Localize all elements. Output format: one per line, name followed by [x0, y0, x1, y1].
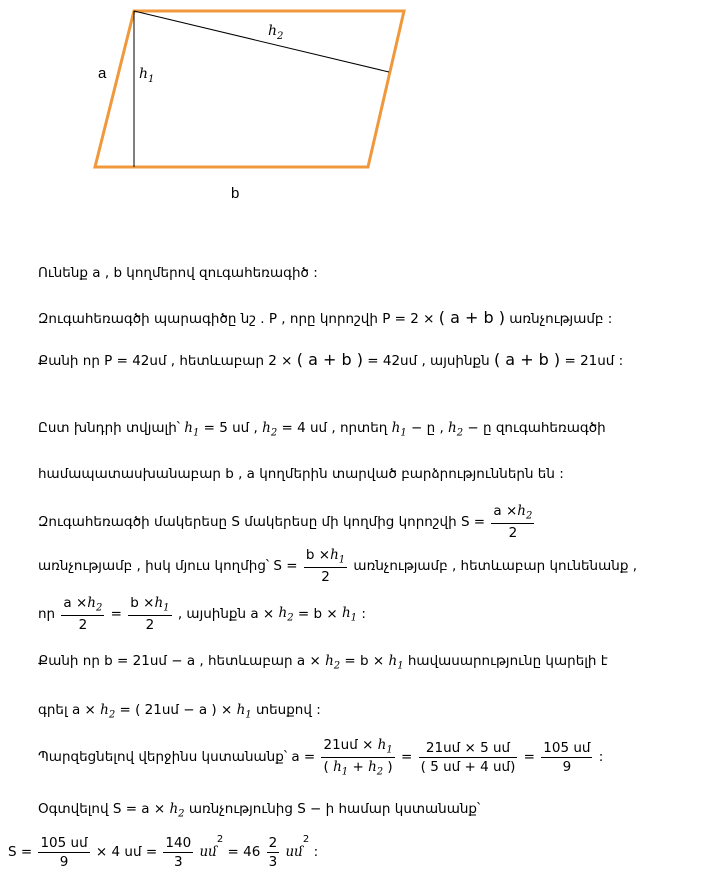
- text-line-4: [38, 420, 606, 439]
- fraction-a-h2-over-2: $\frac{a \times h_2}{2}$: [63, 595, 103, 633]
- line-3-part-a: Քանի որ P = 42սմ , հետևաբար 2 ×: [38, 353, 297, 369]
- text-line-1: [38, 265, 318, 281]
- line-10-part-a: գրել a ×: [38, 702, 101, 718]
- fraction-a-numeric: $\frac{\text{21սմ × 5 սմ}}{\text{( 5 սմ + 4 սմ)}}$: [420, 739, 516, 775]
- line-4-part-b: = 5 սմ ,: [199, 420, 263, 436]
- parallelogram-shape: [95, 11, 404, 167]
- line-12-part-a: Օգտվելով S = a ×: [38, 801, 170, 817]
- line-11-part-b: =: [396, 749, 417, 766]
- h1-symbol: $h_1$: [184, 420, 200, 439]
- line-8-part-d: = b ×: [293, 605, 342, 622]
- line-2-paren: ( a + b ): [438, 308, 505, 327]
- line-8-part-b: =: [106, 605, 127, 622]
- line-4-part-a: Ըստ խնդրի տվյալի՝: [38, 420, 185, 436]
- line-6-part-a: Զուգահեռագծի մակերեսը S մակերեսը մի կողմից կորոշվի S =: [38, 513, 490, 530]
- line-9-part-a: Քանի որ b = 21սմ − a , հետևաբար a ×: [38, 653, 326, 669]
- line-2-part-c: առնչությամբ :: [504, 311, 613, 327]
- line-11-part-a: Պարզեցնելով վերջինս կստանանք՝ a =: [38, 749, 320, 766]
- fraction-b-h1-over-2: $\frac{b \times h_1}{2}$: [130, 595, 170, 633]
- line-3-paren-1: ( a + b ): [296, 350, 363, 369]
- line-13-part-d: = 46: [223, 844, 265, 860]
- line-9-part-c: հավասարությունը կարելի է: [403, 653, 608, 669]
- text-line-3: [38, 350, 623, 369]
- line-2-part-a: Զուգահեռագծի պարագիծը նշ . P , որը կորոշվի P = 2 ×: [38, 311, 439, 327]
- line-3-part-c: = 42սմ , այսինքն: [362, 353, 494, 369]
- line-10-part-b: = ( 21սմ − a ) ×: [115, 702, 237, 718]
- h2-symbol: $h_2$: [448, 420, 464, 439]
- line-8-part-e: :: [357, 605, 366, 622]
- h2-symbol: $h_2$: [325, 653, 341, 672]
- side-a-label: a: [98, 65, 107, 82]
- text-line-2: [38, 308, 612, 327]
- line-13-unit-1: սմ: [195, 844, 217, 860]
- line-8-part-c: , այսինքն a ×: [173, 605, 279, 622]
- square-exponent-2: 2: [302, 834, 310, 845]
- line-4-part-c: = 4 սմ , որտեղ: [277, 420, 392, 436]
- h2-symbol: $h_2$: [100, 702, 116, 721]
- line-9-part-b: = b ×: [340, 653, 389, 669]
- line-7-part-b: առնչությամբ , հետևաբար կունենանք ,: [349, 557, 637, 574]
- line-13-unit-2: սմ: [281, 844, 303, 860]
- text-line-13: [8, 834, 318, 870]
- h2-symbol: $h_2$: [278, 604, 294, 624]
- square-exponent-1: 2: [216, 834, 224, 845]
- fraction-b-h1-over-2: $\frac{b \times h_1}{2}$: [305, 547, 346, 585]
- h1-label: $h_1$: [139, 66, 155, 85]
- line-13-part-a: S =: [8, 844, 37, 860]
- text-line-12: [38, 801, 480, 820]
- h2-symbol: $h_2$: [169, 801, 185, 820]
- text-line-6: [38, 503, 536, 541]
- fraction-a-result: $\frac{\text{105 սմ}}{9}$: [543, 739, 591, 775]
- h2-symbol: $h_2$: [262, 420, 278, 439]
- line-3-paren-2: ( a + b ): [493, 350, 561, 369]
- h1-symbol: $h_1$: [391, 420, 407, 439]
- fraction-mixed-2-over-3: $\frac{2}{3}$: [268, 834, 278, 870]
- fraction-105-over-9: $\frac{\text{105 սմ}}{9}$: [40, 834, 88, 870]
- h1-symbol: $h_1$: [341, 604, 358, 624]
- line-12-part-b: առնչությունից S − ի համար կստանանք՝: [184, 801, 481, 817]
- line-1-text: Ունենք a , b կողմերով զուգահեռագիծ :: [38, 265, 318, 281]
- text-line-9: [38, 653, 608, 672]
- h2-label: $h_2$: [268, 23, 284, 42]
- fraction-a-h2-over-2: $\frac{a \times h_2}{2}$: [493, 503, 533, 541]
- line-10-part-c: տեսքով :: [251, 702, 321, 718]
- text-line-11: [38, 737, 603, 777]
- line-13-part-f: :: [309, 844, 319, 860]
- line-3-part-e: = 21սմ :: [560, 353, 624, 369]
- fraction-a-solution: $\frac{21սմ \times h_1}{( h_1 + h_2 )}$: [323, 737, 393, 778]
- line-7-part-a: առնչությամբ , իսկ մյուս կողմից՝ S =: [38, 557, 302, 574]
- line-5-text: համապատասխանաբար b , a կողմերին տարված բարձրություններն են :: [38, 466, 564, 482]
- line-11-part-d: :: [594, 749, 604, 766]
- line-4-part-e: − ը զուգահեռագծի: [463, 420, 606, 436]
- side-b-label: b: [231, 185, 240, 202]
- line-11-part-c: =: [519, 749, 540, 766]
- parallelogram-diagram: [0, 0, 704, 210]
- h1-symbol: $h_1$: [388, 653, 404, 672]
- line-13-part-b: × 4 սմ =: [91, 844, 162, 860]
- line-4-part-d: − ը ,: [406, 420, 449, 436]
- line-8-part-a: որ: [38, 605, 60, 622]
- text-line-10: [38, 702, 321, 721]
- text-line-5: [38, 466, 564, 482]
- fraction-140-over-3: $\frac{140}{3}$: [165, 834, 192, 870]
- text-line-7: [38, 547, 637, 585]
- text-line-8: [38, 595, 366, 633]
- h1-symbol: $h_1$: [236, 702, 252, 721]
- height-h2-line: [134, 11, 389, 72]
